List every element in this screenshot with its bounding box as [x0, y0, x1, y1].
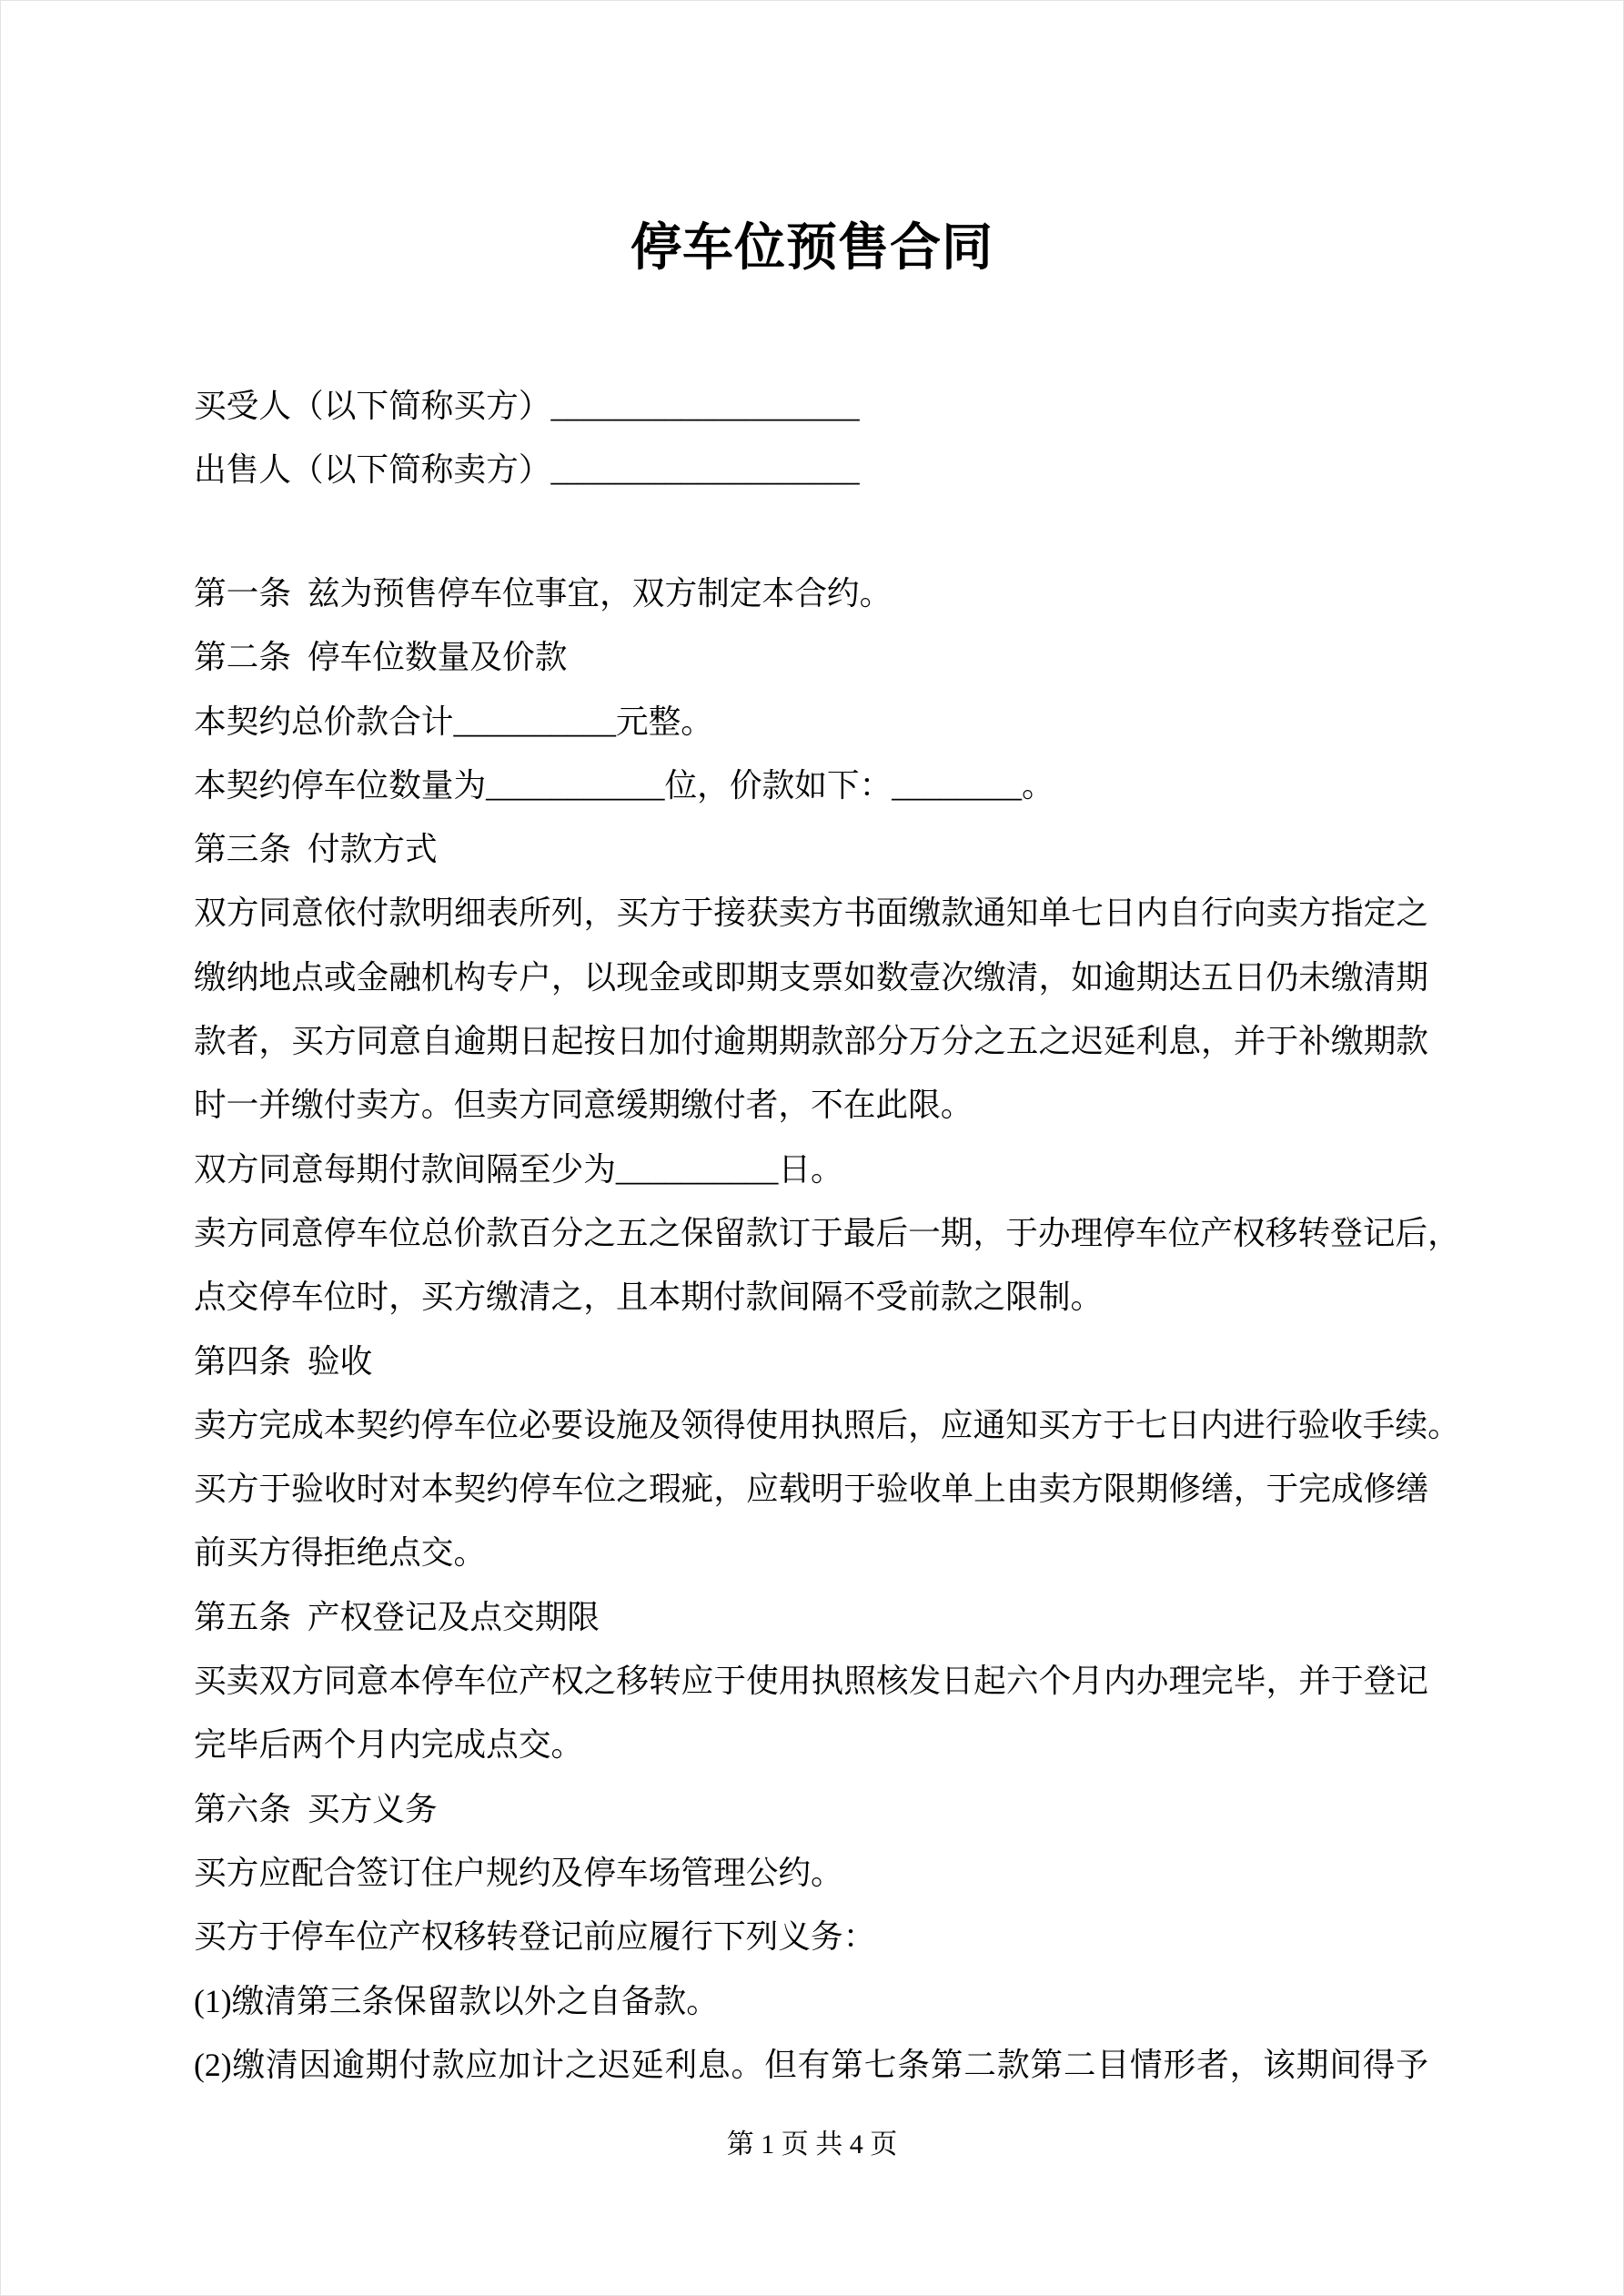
- contract-line: 买方于验收时对本契约停车位之瑕疵，应载明于验收单上由卖方限期修缮，于完成修缮: [194, 1471, 1428, 1508]
- contract-line: 款者，买方同意自逾期日起按日加付逾期期款部分万分之五之迟延利息，并于补缴期款: [194, 1023, 1428, 1060]
- contract-line: 买卖双方同意本停车位产权之移转应于使用执照核发日起六个月内办理完毕，并于登记: [194, 1663, 1428, 1700]
- contract-line: 点交停车位时，买方缴清之，且本期付款间隔不受前款之限制。: [194, 1279, 1104, 1316]
- contract-line: 时一并缴付卖方。但卖方同意缓期缴付者，不在此限。: [194, 1087, 973, 1124]
- document-title: 停车位预售合同: [630, 220, 994, 277]
- contract-line: 买方于停车位产权移转登记前应履行下列义务：: [194, 1918, 876, 1956]
- contract-body: [194, 561, 1460, 2097]
- party-line-seller: 出售人（以下简称卖方）___________________: [194, 451, 860, 488]
- contract-line-quantity: 本契约停车位数量为___________位，价款如下：________。: [194, 766, 1054, 804]
- contract-line-item-1: (1)缴清第三条保留款以外之自备款。: [194, 1982, 719, 2019]
- contract-line: 完毕后两个月内完成点交。: [194, 1726, 584, 1764]
- clause-heading-6: 第六条 买方义务: [194, 1790, 438, 1827]
- clause-heading-3: 第三条 付款方式: [194, 831, 438, 868]
- contract-line: 双方同意依付款明细表所列，买方于接获卖方书面缴款通知单七日内自行向卖方指定之: [194, 895, 1428, 932]
- contract-line: 前买方得拒绝点交。: [194, 1534, 487, 1572]
- page-number: 第 1 页 共 4 页: [726, 2129, 898, 2159]
- contract-line: 卖方完成本契约停车位必要设施及领得使用执照后，应通知买方于七日内进行验收手续。: [194, 1406, 1460, 1443]
- clause-heading-5: 第五条 产权登记及点交期限: [194, 1598, 600, 1635]
- contract-line: 缴纳地点或金融机构专户，以现金或即期支票如数壹次缴清，如逾期达五日仍未缴清期: [194, 958, 1428, 996]
- party-line-buyer: 买受人（以下简称买方）___________________: [194, 388, 860, 424]
- contract-line-item-2: (2)缴清因逾期付款应加计之迟延利息。但有第七条第二款第二目情形者，该期间得予: [194, 2046, 1428, 2083]
- clause-heading-2: 第二条 停车位数量及价款: [194, 639, 568, 676]
- contract-line: 买方应配合签订住户规约及停车场管理公约。: [194, 1854, 843, 1891]
- parties-section: [194, 374, 1428, 501]
- clause-heading-4: 第四条 验收: [194, 1342, 373, 1380]
- contract-line-total-price: 本契约总价款合计__________元整。: [194, 703, 713, 740]
- clause-heading-1: 第一条 兹为预售停车位事宜，双方制定本合约。: [194, 575, 893, 612]
- contract-line: 卖方同意停车位总价款百分之五之保留款订于最后一期，于办理停车位产权移转登记后，: [194, 1214, 1460, 1251]
- contract-line-payment-interval: 双方同意每期付款间隔至少为__________日。: [194, 1150, 843, 1188]
